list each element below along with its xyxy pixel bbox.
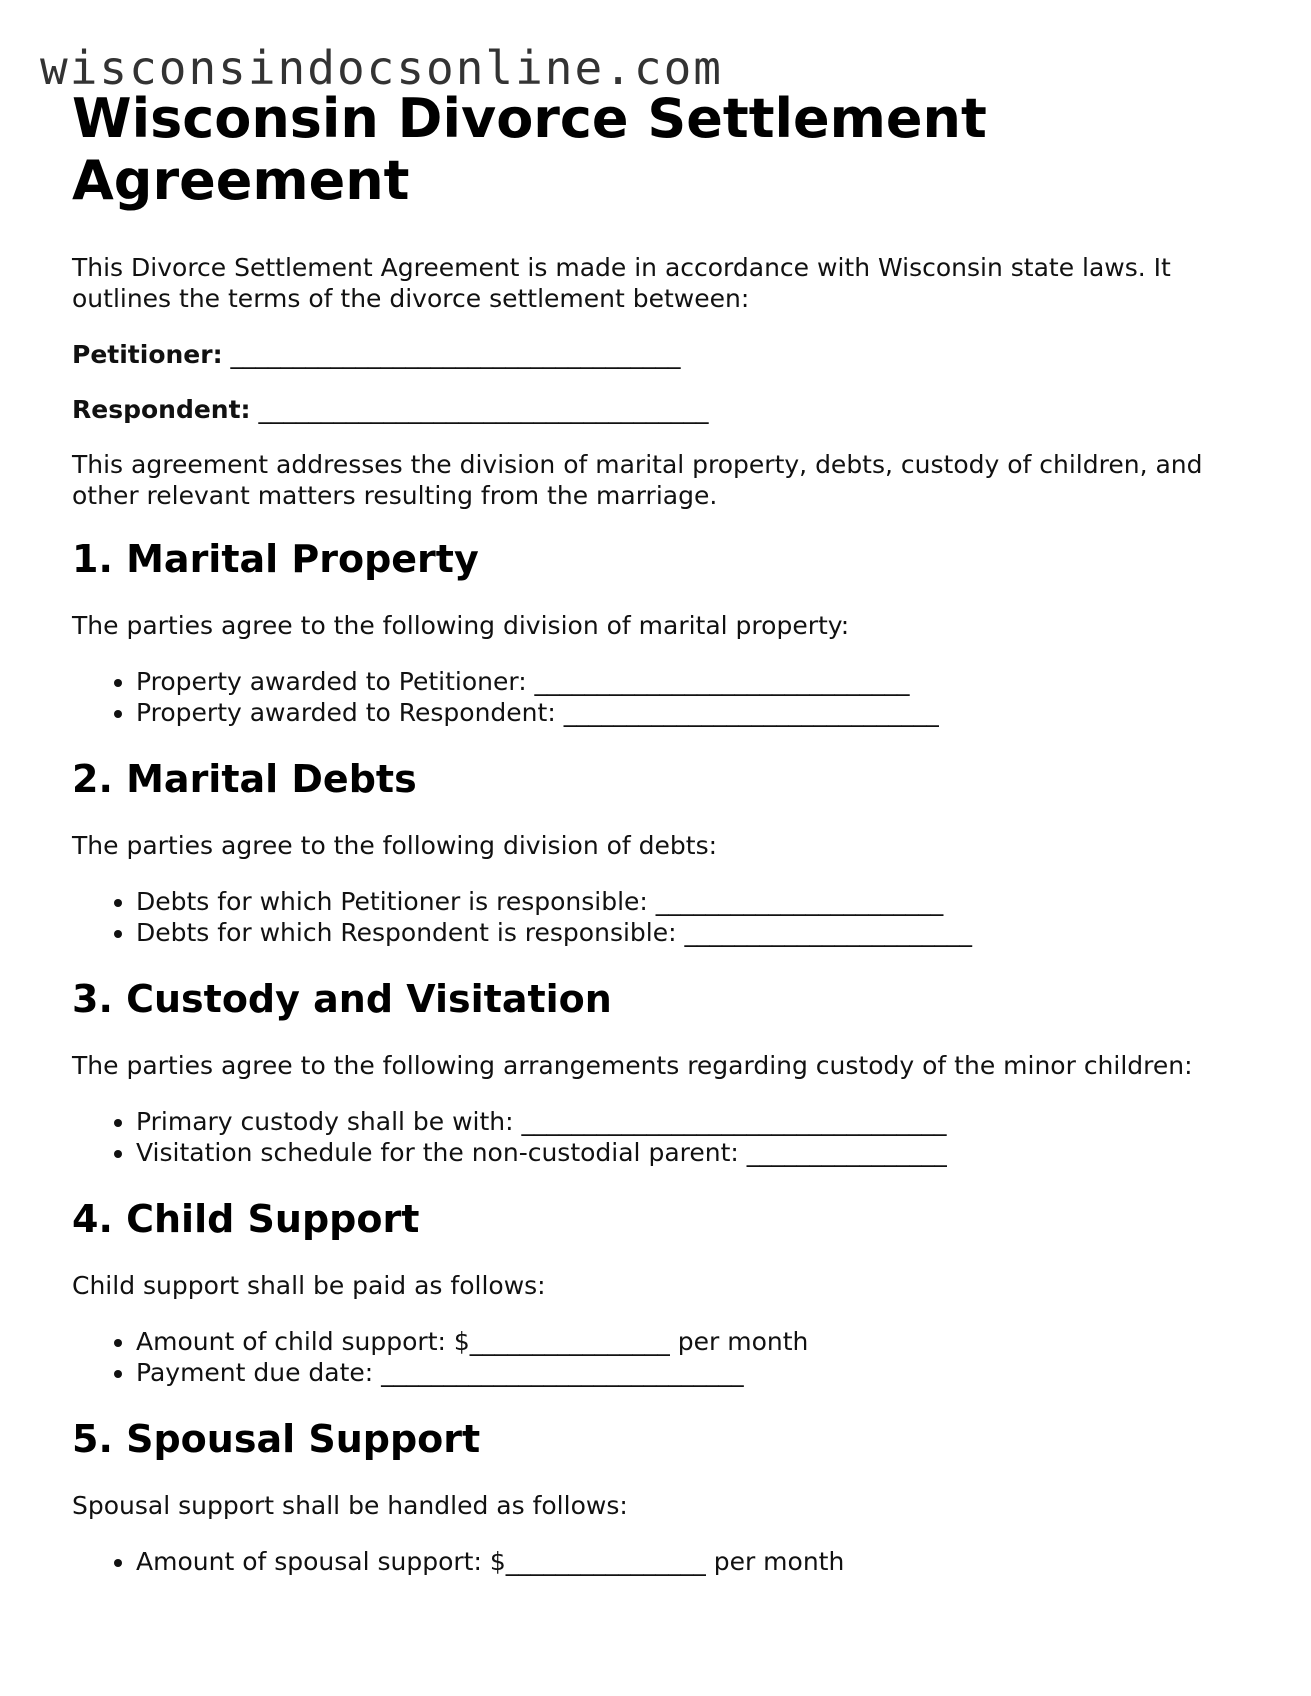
section-text: The parties agree to the following arrangements regarding custody of the minor children: bbox=[72, 1051, 1193, 1080]
scope-paragraph: This agreement addresses the division of marital property, debts, custody of children, and other relevant matters resulting from the marriage. bbox=[72, 450, 1203, 510]
section-heading: 1. Marital Property bbox=[72, 537, 479, 581]
list-item[interactable]: • Primary custody shall be with: __________________________________ bbox=[136, 1106, 1252, 1137]
respondent-blank[interactable]: ____________________________________ bbox=[258, 395, 709, 424]
section-list bbox=[72, 886, 1252, 948]
list-item[interactable]: • Amount of child support: $________________ per month bbox=[136, 1326, 1252, 1357]
section-text: The parties agree to the following division of marital property: bbox=[72, 611, 850, 640]
section-list bbox=[72, 1106, 1252, 1168]
list-item[interactable]: • Debts for which Petitioner is responsible: _______________________ bbox=[136, 886, 1252, 917]
list-item[interactable]: • Visitation schedule for the non-custodial parent: ________________ bbox=[136, 1137, 1252, 1168]
section-list bbox=[72, 1546, 1252, 1577]
petitioner-line bbox=[72, 339, 1252, 370]
document-body bbox=[72, 88, 1252, 1605]
section-custody-visitation bbox=[72, 976, 1252, 1168]
respondent-line bbox=[72, 394, 1252, 425]
list-item[interactable]: • Amount of spousal support: $________________ per month bbox=[136, 1546, 1252, 1577]
list-item[interactable]: • Property awarded to Respondent: ______________________________ bbox=[136, 697, 1252, 728]
section-marital-debts bbox=[72, 756, 1252, 948]
section-heading: 3. Custody and Visitation bbox=[72, 977, 612, 1021]
section-heading: 2. Marital Debts bbox=[72, 757, 417, 801]
page-title: Wisconsin Divorce Settlement Agreement bbox=[72, 87, 987, 212]
petitioner-label: Petitioner: bbox=[72, 340, 223, 369]
section-text: Spousal support shall be handled as follows: bbox=[72, 1491, 628, 1520]
section-heading: 4. Child Support bbox=[72, 1197, 420, 1241]
section-list bbox=[72, 666, 1252, 728]
list-item[interactable]: • Property awarded to Petitioner: ______________________________ bbox=[136, 666, 1252, 697]
section-spousal-support bbox=[72, 1416, 1252, 1577]
section-list bbox=[72, 1326, 1252, 1388]
section-heading: 5. Spousal Support bbox=[72, 1417, 481, 1461]
section-marital-property bbox=[72, 536, 1252, 728]
petitioner-blank[interactable]: ____________________________________ bbox=[230, 340, 681, 369]
intro-paragraph: This Divorce Settlement Agreement is made in accordance with Wisconsin state laws. It outlines the terms of the divorce settlement between: bbox=[72, 253, 1171, 313]
list-item[interactable]: • Payment due date: _____________________________ bbox=[136, 1357, 1252, 1388]
respondent-label: Respondent: bbox=[72, 395, 251, 424]
list-item[interactable]: • Debts for which Respondent is responsible: _______________________ bbox=[136, 917, 1252, 948]
section-text: The parties agree to the following division of debts: bbox=[72, 831, 718, 860]
section-child-support bbox=[72, 1196, 1252, 1388]
watermark: wisconsindocsonline.com bbox=[40, 41, 723, 95]
section-text: Child support shall be paid as follows: bbox=[72, 1271, 546, 1300]
